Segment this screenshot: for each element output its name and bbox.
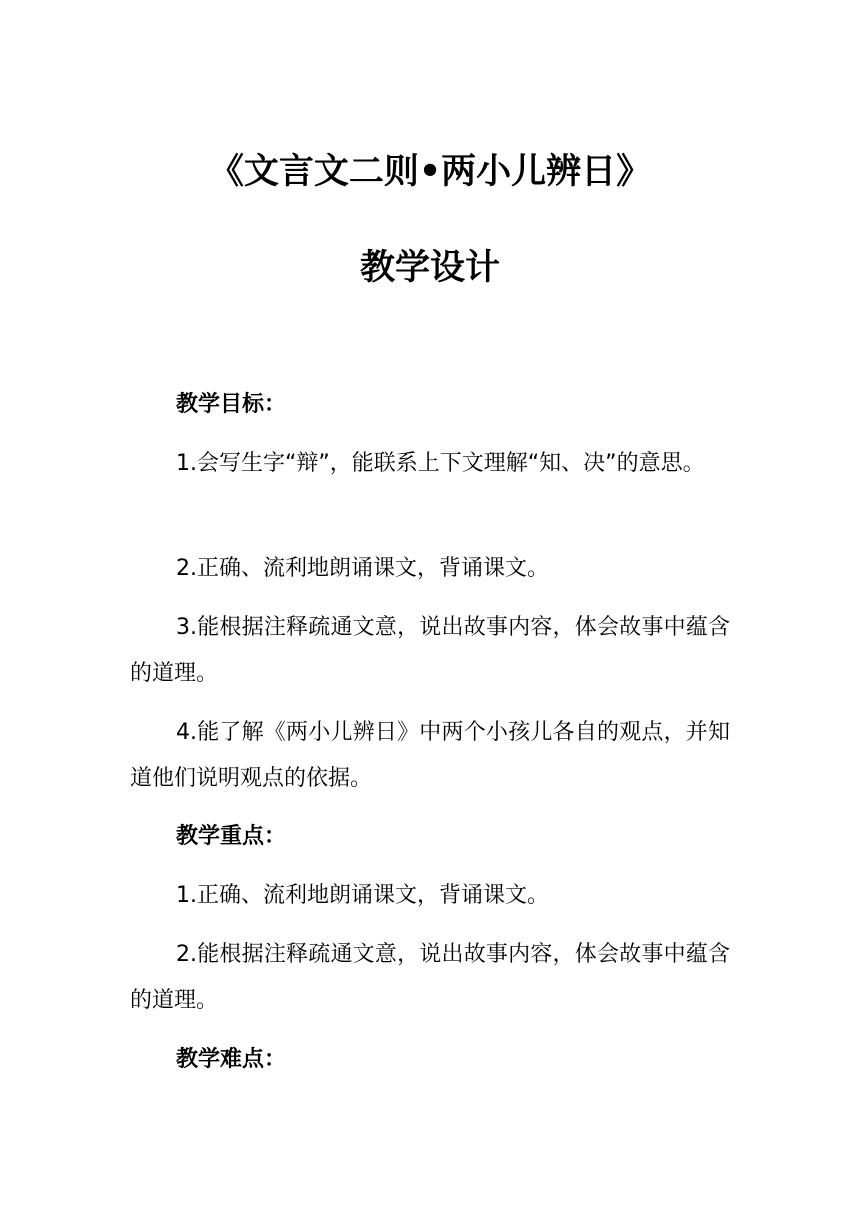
document-subtitle: 教学设计 xyxy=(359,248,500,288)
key-point-item-2: 2.能根据注释疏通文意，说出故事内容，体会故事中蕴含的道理。 xyxy=(130,942,730,1013)
objective-item-4: 4.能了解《两小儿辨日》中两个小孩儿各自的观点，并知道他们说明观点的依据。 xyxy=(130,720,730,791)
section-heading-objectives: 教学目标： xyxy=(176,392,287,417)
objective-item-1: 1.会写生字“辩”，能联系上下文理解“知、决”的意思。 xyxy=(176,451,705,476)
objective-item-3: 3.能根据注释疏通文意，说出故事内容，体会故事中蕴含的道理。 xyxy=(130,615,730,686)
document-title: 《文言文二则•两小儿辨日》 xyxy=(208,152,652,192)
section-heading-key-points: 教学重点： xyxy=(176,824,287,849)
section-heading-difficulties: 教学难点： xyxy=(176,1047,287,1072)
objective-item-2: 2.正确、流利地朗诵课文，背诵课文。 xyxy=(176,556,549,581)
key-point-item-1: 1.正确、流利地朗诵课文，背诵课文。 xyxy=(176,883,549,908)
